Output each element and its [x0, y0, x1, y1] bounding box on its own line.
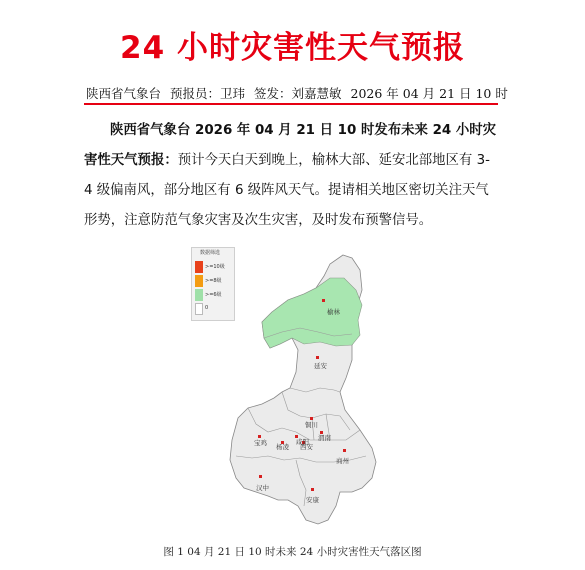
page-title: 24 小时灾害性天气预报: [120, 30, 465, 66]
issuer: 陕西省气象台: [86, 86, 162, 101]
city-marker: [310, 417, 313, 420]
city-marker: [258, 435, 261, 438]
forecast-lead: 陕西省气象台 2026 年 04 月 21 日 10 时发布未来 24 小时灾害性天气预报：: [84, 123, 497, 168]
legend-title: 数据筛选: [200, 250, 221, 256]
city-label-xianyang: 咸阳: [296, 438, 309, 446]
legend-label: >=6级: [205, 292, 222, 298]
city-marker: [259, 475, 262, 478]
city-label-yanan: 延安: [314, 362, 327, 370]
city-label-yangling: 杨凌: [276, 443, 289, 451]
city-label-weinan: 渭南: [318, 434, 331, 442]
legend-label: 0: [205, 305, 209, 311]
issue-datetime: 2026 年 04 月 21 日 10 时: [350, 86, 508, 101]
city-label-hanzhong: 汉中: [256, 484, 269, 492]
city-label-xian: 西安: [300, 443, 313, 451]
forecaster: 预报员：卫玮: [170, 86, 246, 101]
city-marker: [322, 299, 325, 302]
city-label-yulin: 榆林: [327, 308, 340, 316]
forecast-text: 预计今天白天到晚上，榆林大部、延安北部地区有 3-4 级偏南风，部分地区有 6 级阵风天气。提请相关地区密切关注天气形势，注意防范气象灾害及次生灾害，及时发布预警信号。: [84, 153, 490, 228]
city-label-ankang: 安康: [306, 496, 319, 504]
city-marker: [343, 449, 346, 452]
city-marker: [311, 488, 314, 491]
city-label-baoji: 宝鸡: [254, 439, 267, 447]
city-label-shangzhou: 商州: [336, 457, 349, 465]
figure-caption: 图 1 04 月 21 日 10 时未来 24 小时灾害性天气落区图: [163, 546, 422, 558]
signer: 签发：刘嘉慧敏: [254, 86, 342, 101]
legend-label: >=8级: [205, 278, 222, 284]
city-label-tongchuan: 铜川: [305, 421, 318, 429]
legend-label: >=10级: [205, 264, 225, 270]
wind-area: [262, 278, 362, 348]
city-marker: [316, 356, 319, 359]
